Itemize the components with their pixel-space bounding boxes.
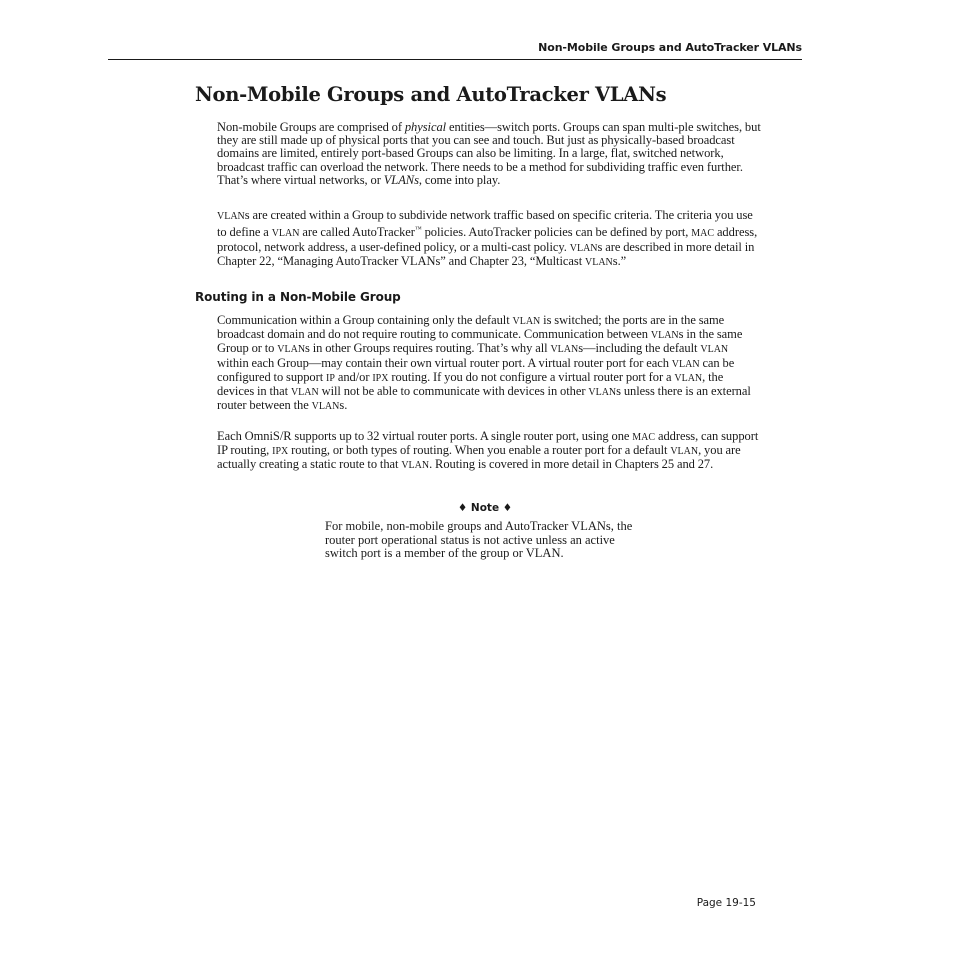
text-run: Each OmniS/R supports up to 32 virtual router ports. A single router port, using one <box>217 429 633 443</box>
small-caps-term: VLAN <box>271 228 300 240</box>
small-caps-term: VLAN <box>670 446 699 458</box>
small-caps-term: VLAN <box>585 256 613 268</box>
text-run: routing, or both types of routing. When you enable a router port for a default <box>288 443 671 458</box>
small-caps-term: MAC <box>632 432 656 443</box>
text-run: , you are actually creating a static route to that <box>217 443 741 472</box>
small-caps-term: VLAN <box>290 387 319 399</box>
text-run: s in the same Group or to <box>217 327 743 356</box>
note-label: ♦ Note ♦ <box>457 502 513 514</box>
small-caps-term: VLAN <box>512 316 541 327</box>
text-run: s. <box>339 398 348 413</box>
emphasis-vlans: VLANs <box>383 172 419 187</box>
page-title: Non-Mobile Groups and AutoTracker VLANs <box>195 83 667 106</box>
text-run: routing. If you do not configure a virtual router port for a <box>388 369 675 384</box>
emphasis-physical: physical <box>404 120 447 134</box>
text-run: , the devices in that <box>217 369 724 399</box>
text-run: s.” <box>612 253 627 268</box>
small-caps-term: VLAN <box>311 401 340 413</box>
subsection-title: Routing in a Non-Mobile Group <box>195 290 401 304</box>
text-run: s unless there is an external router between the <box>217 384 751 413</box>
text-run: can be configured to support <box>217 355 735 384</box>
text-run: will not be able to communicate with devices in other <box>318 384 589 399</box>
vlan-paragraph <box>217 209 762 269</box>
text-run: s in other Groups requires routing. That’s why all <box>305 341 551 356</box>
text-run: , come into play. <box>418 172 501 187</box>
small-caps-term: VLAN <box>588 387 617 399</box>
text-run: and/or <box>334 369 373 384</box>
text-run: are called AutoTracker <box>299 225 415 240</box>
text-run: s are described in more detail in Chapter 22, “Managing AutoTracker VLANs” and Chapter 23, “Multicast <box>217 239 755 268</box>
small-caps-term: VLAN <box>650 330 679 342</box>
small-caps-term: VLAN <box>569 242 598 254</box>
small-caps-term: VLAN <box>671 358 700 370</box>
text-run: s—including the default <box>578 341 701 356</box>
text-run: policies. AutoTracker policies can be defined by port, <box>421 225 692 240</box>
running-header: Non-Mobile Groups and AutoTracker VLANs <box>108 40 802 60</box>
small-caps-term: VLAN <box>700 344 729 356</box>
small-caps-term: VLAN <box>401 460 430 472</box>
note-body: For mobile, non-mobile groups and AutoTracker VLANs, the router port operational status is not active unless an active switch port is a member of the group or VLAN. <box>325 519 633 561</box>
intro-paragraph <box>217 121 762 187</box>
text-run: address, protocol, network address, a user-defined policy, or a multi-cast policy. <box>217 225 758 254</box>
small-caps-term: IPX <box>272 446 289 458</box>
text-run: s are created within a Group to subdivide network traffic based on specific criteria. The criteria you use to define a <box>217 208 753 240</box>
text-run: entities—switch ports. Groups can span multi-ple switches, but they are still made up of physical ports that you can see and touch. But just as physically-based broadcast domains are limited, entirely port-based Groups can also be limiting. In a large, flat, switched network, broadcast traffic can overload the network. There needs to be a method for subdividing traffic even further. That’s where virtual networks, or <box>217 120 761 187</box>
small-caps-term: VLAN <box>277 344 306 356</box>
text-run: address, can support IP routing, <box>217 429 759 458</box>
small-caps-term: IP <box>326 372 335 384</box>
small-caps-term: VLAN <box>674 372 703 384</box>
routing-paragraph <box>217 314 762 413</box>
text-run: within each Group—may contain their own virtual router port. A virtual router port for each <box>217 355 672 370</box>
trademark-symbol: ™ <box>414 225 422 234</box>
page-number: Page 19-15 <box>696 897 756 909</box>
text-run: Non-mobile Groups are comprised of <box>217 120 405 134</box>
text-run: is switched; the ports are in the same broadcast domain and do not require routing to communicate. Communication between <box>217 313 725 342</box>
small-caps-term: VLAN <box>550 344 579 356</box>
text-run: Communication within a Group containing only the default <box>217 313 513 327</box>
small-caps-term: IPX <box>372 372 389 384</box>
small-caps-term: VLAN <box>217 211 245 222</box>
router-ports-paragraph <box>217 430 762 473</box>
text-run: . Routing is covered in more detail in Chapters 25 and 27. <box>429 457 714 472</box>
small-caps-term: MAC <box>691 228 715 240</box>
